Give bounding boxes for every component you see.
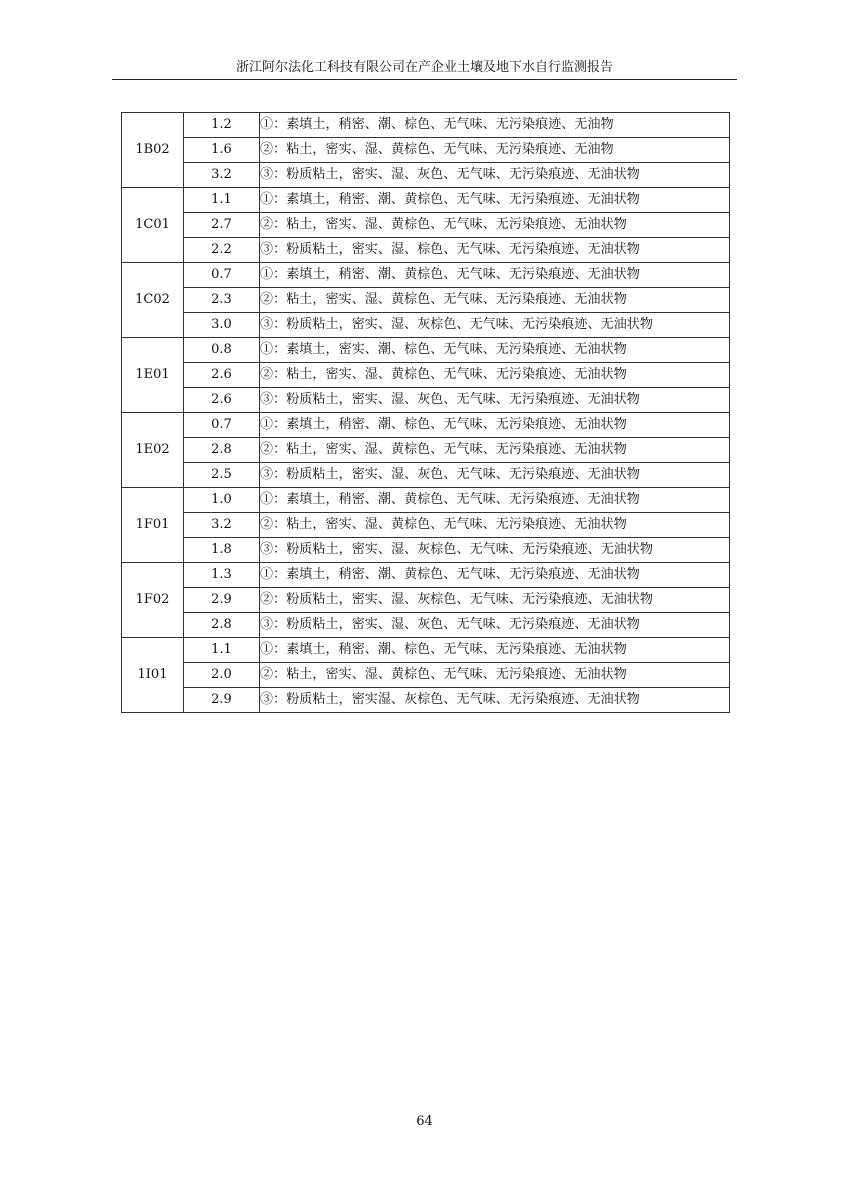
layer-depth: 2.2	[184, 238, 260, 263]
layer-description: ③：粉质粘土，密实、湿、灰棕色、无气味、无污染痕迹、无油状物	[260, 313, 730, 338]
layer-description: ③：粉质粘土，密实、湿、灰色、无气味、无污染痕迹、无油状物	[260, 388, 730, 413]
layer-description: ①：素填土，稍密、潮、棕色、无气味、无污染痕迹、无油状物	[260, 413, 730, 438]
sample-point-id: 1C01	[122, 188, 184, 263]
header-divider	[112, 79, 737, 80]
layer-description: ②：粘土，密实、湿、黄棕色、无气味、无污染痕迹、无油状物	[260, 213, 730, 238]
layer-depth: 2.5	[184, 463, 260, 488]
layer-depth: 0.7	[184, 263, 260, 288]
layer-description: ③：粉质粘土，密实、湿、灰色、无气味、无污染痕迹、无油状物	[260, 163, 730, 188]
layer-depth: 3.2	[184, 163, 260, 188]
layer-depth: 1.6	[184, 138, 260, 163]
layer-description: ②：粘土，密实、湿、黄棕色、无气味、无污染痕迹、无油状物	[260, 363, 730, 388]
table-row	[122, 688, 730, 713]
layer-description: ③：粉质粘土，密实、湿、灰棕色、无气味、无污染痕迹、无油状物	[260, 538, 730, 563]
layer-depth: 2.8	[184, 438, 260, 463]
layer-depth: 2.7	[184, 213, 260, 238]
table-row	[122, 438, 730, 463]
layer-depth: 3.2	[184, 513, 260, 538]
table-row	[122, 113, 730, 138]
table-row	[122, 288, 730, 313]
sample-point-id: 1C02	[122, 263, 184, 338]
table-row	[122, 563, 730, 588]
table-row	[122, 588, 730, 613]
layer-description: ②：粉质粘土，密实、湿、灰棕色、无气味、无污染痕迹、无油状物	[260, 588, 730, 613]
table-row	[122, 663, 730, 688]
layer-description: ①：素填土，稍密、潮、棕色、无气味、无污染痕迹、无油物	[260, 113, 730, 138]
layer-depth: 1.3	[184, 563, 260, 588]
sample-point-id: 1B02	[122, 113, 184, 188]
layer-description: ①：素填土，稍密、潮、黄棕色、无气味、无污染痕迹、无油状物	[260, 488, 730, 513]
layer-depth: 2.0	[184, 663, 260, 688]
layer-description: ②：粘土，密实、湿、黄棕色、无气味、无污染痕迹、无油状物	[260, 438, 730, 463]
table-row	[122, 313, 730, 338]
layer-depth: 1.1	[184, 638, 260, 663]
layer-description: ③：粉质粘土，密实、湿、灰色、无气味、无污染痕迹、无油状物	[260, 613, 730, 638]
layer-description: ①：素填土，稍密、潮、棕色、无气味、无污染痕迹、无油状物	[260, 638, 730, 663]
layer-depth: 2.8	[184, 613, 260, 638]
table-row	[122, 163, 730, 188]
table-row	[122, 613, 730, 638]
layer-description: ③：粉质粘土，密实湿、灰棕色、无气味、无污染痕迹、无油状物	[260, 688, 730, 713]
sample-point-id: 1E01	[122, 338, 184, 413]
sample-point-id: 1I01	[122, 638, 184, 713]
layer-depth: 1.0	[184, 488, 260, 513]
layer-depth: 2.9	[184, 688, 260, 713]
layer-depth: 1.1	[184, 188, 260, 213]
layer-depth: 2.9	[184, 588, 260, 613]
table-row	[122, 188, 730, 213]
table-row	[122, 413, 730, 438]
layer-description: ①：素填土，密实、潮、棕色、无气味、无污染痕迹、无油状物	[260, 338, 730, 363]
sample-point-id: 1F02	[122, 563, 184, 638]
layer-description: ③：粉质粘土，密实、湿、灰色、无气味、无污染痕迹、无油状物	[260, 463, 730, 488]
layer-description: ②：粘土，密实、湿、黄棕色、无气味、无污染痕迹、无油状物	[260, 663, 730, 688]
table-row	[122, 238, 730, 263]
layer-depth: 1.2	[184, 113, 260, 138]
layer-depth: 1.8	[184, 538, 260, 563]
layer-description: ③：粉质粘土，密实、湿、棕色、无气味、无污染痕迹、无油状物	[260, 238, 730, 263]
table-row	[122, 513, 730, 538]
sample-point-id: 1F01	[122, 488, 184, 563]
table-row	[122, 638, 730, 663]
soil-boring-log-table	[121, 112, 730, 713]
table-row	[122, 463, 730, 488]
table-row	[122, 538, 730, 563]
layer-depth: 0.7	[184, 413, 260, 438]
table-row	[122, 213, 730, 238]
layer-description: ②：粘土，密实、湿、黄棕色、无气味、无污染痕迹、无油物	[260, 138, 730, 163]
table-row	[122, 263, 730, 288]
layer-description: ①：素填土，稍密、潮、黄棕色、无气味、无污染痕迹、无油状物	[260, 563, 730, 588]
layer-description: ①：素填土，稍密、潮、黄棕色、无气味、无污染痕迹、无油状物	[260, 263, 730, 288]
table-row	[122, 363, 730, 388]
layer-description: ②：粘土，密实、湿、黄棕色、无气味、无污染痕迹、无油状物	[260, 288, 730, 313]
page-number: 64	[416, 1114, 433, 1129]
table-row	[122, 338, 730, 363]
report-header-title: 浙江阿尔法化工科技有限公司在产企业土壤及地下水自行监测报告	[235, 60, 613, 75]
layer-depth: 2.6	[184, 388, 260, 413]
layer-depth: 0.8	[184, 338, 260, 363]
sample-point-id: 1E02	[122, 413, 184, 488]
table-row	[122, 488, 730, 513]
layer-description: ②：粘土，密实、湿、黄棕色、无气味、无污染痕迹、无油状物	[260, 513, 730, 538]
table-row	[122, 138, 730, 163]
table-body	[122, 113, 730, 713]
layer-depth: 2.6	[184, 363, 260, 388]
table-row	[122, 388, 730, 413]
layer-depth: 3.0	[184, 313, 260, 338]
layer-description: ①：素填土，稍密、潮、黄棕色、无气味、无污染痕迹、无油状物	[260, 188, 730, 213]
layer-depth: 2.3	[184, 288, 260, 313]
